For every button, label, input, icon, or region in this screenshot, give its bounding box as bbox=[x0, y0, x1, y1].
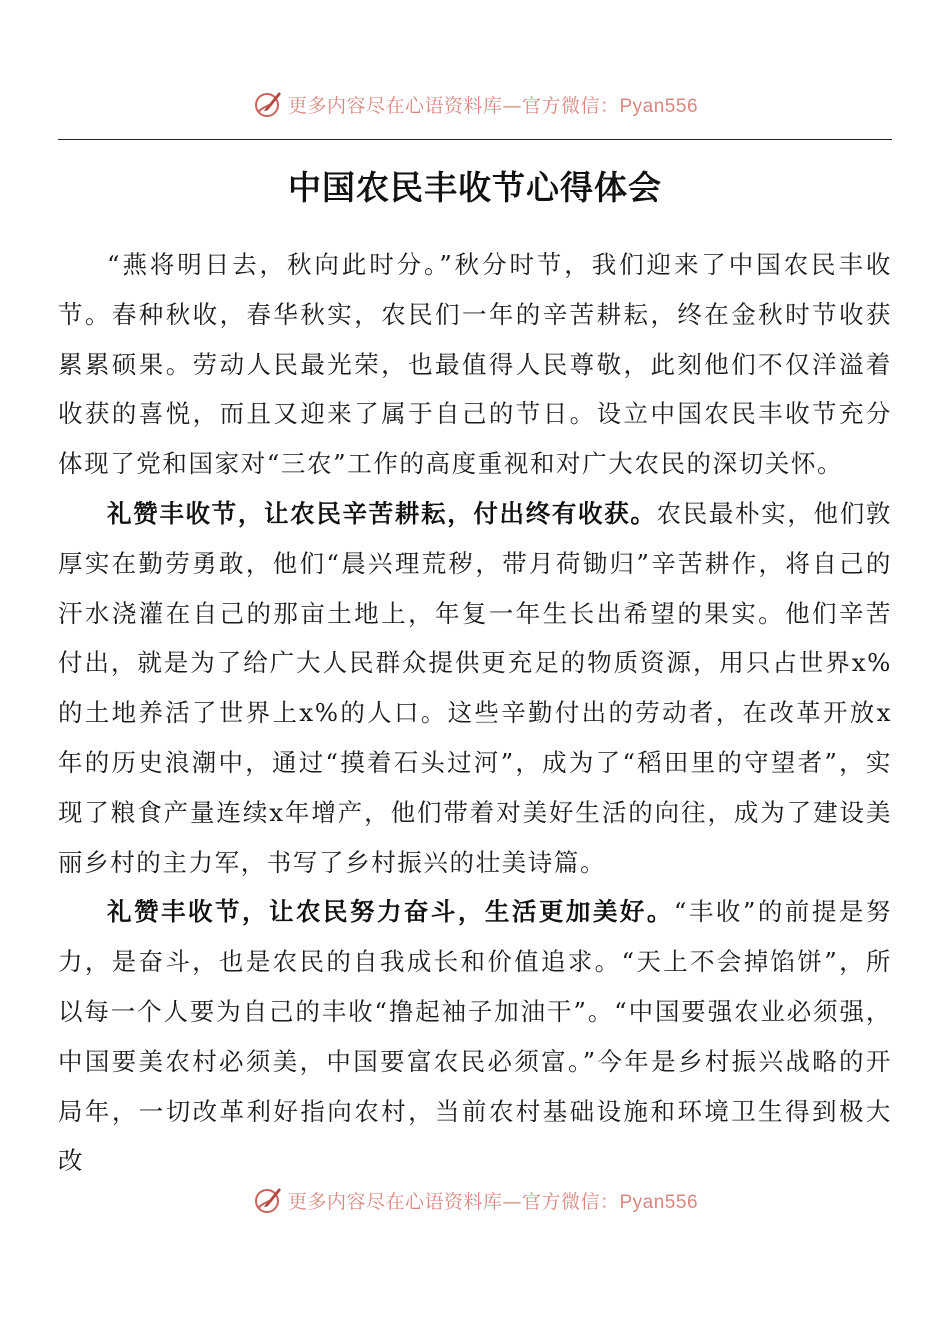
paragraph-text: 农民最朴实，他们敦厚实在勤劳勇敢，他们“晨兴理荒秽，带月荷锄归”辛苦耕作，将自己的汗水浇灌在自己的那亩土地上，年复一年生长出希望的果实。他们辛苦付出，就是为了给广大人民群众提供更充足的物质资源，用只占世界x%的土地养活了世界上x%的人口。这些辛勤付出的劳动者，在改革开放x年的历史浪潮中，通过“摸着石头过河”，成为了“稻田里的守望者”，实现了粮食产量连续x年增产，他们带着对美好生活的向往，成为了建设美丽乡村的主力军，书写了乡村振兴的壮美诗篇。 bbox=[58, 498, 892, 877]
paragraph-text: “丰收”的前提是努力，是奋斗，也是农民的自我成长和价值追求。“天上不会掉馅饼”，所以每一个人要为自己的丰收“撸起袖子加油干”。“中国要强农业必须强，中国要美农村必须美，中国要富农民必须富。”今年是乡村振兴战略的开局年，一切改革利好指向农村，当前农村基础设施和环境卫生得到极大改 bbox=[58, 897, 892, 1176]
paragraph bbox=[58, 240, 892, 489]
pen-circle-logo-icon bbox=[252, 88, 284, 120]
header-divider bbox=[58, 139, 892, 140]
paragraph bbox=[58, 887, 892, 1186]
paragraph-heading: 礼赞丰收节，让农民努力奋斗，生活更加美好。 bbox=[107, 897, 674, 927]
paragraph-text: “燕将明日去，秋向此时分。”秋分时节，我们迎来了中国农民丰收节。春种秋收，春华秋实，农民们一年的辛苦耕耘，终在金秋时节收获累累硕果。劳动人民最光荣，也最值得人民尊敬，此刻他们不仅洋溢着收获的喜悦，而且又迎来了属于自己的节日。设立中国农民丰收节充分体现了党和国家对“三农”工作的高度重视和对广大农民的深切关怀。 bbox=[58, 250, 892, 479]
footer-watermark bbox=[0, 1180, 950, 1220]
watermark-text: 更多内容尽在心语资料库—官方微信：Pyan556 bbox=[287, 1190, 699, 1213]
paragraph-heading: 礼赞丰收节，让农民辛苦耕耘，付出终有收获。 bbox=[107, 498, 657, 528]
page-title: 中国农民丰收节心得体会 bbox=[288, 168, 662, 207]
pen-circle-logo-icon bbox=[252, 1184, 284, 1216]
document-body bbox=[58, 240, 892, 1186]
header-watermark bbox=[0, 84, 950, 124]
paragraph bbox=[58, 489, 892, 887]
watermark-text: 更多内容尽在心语资料库—官方微信：Pyan556 bbox=[287, 94, 699, 117]
